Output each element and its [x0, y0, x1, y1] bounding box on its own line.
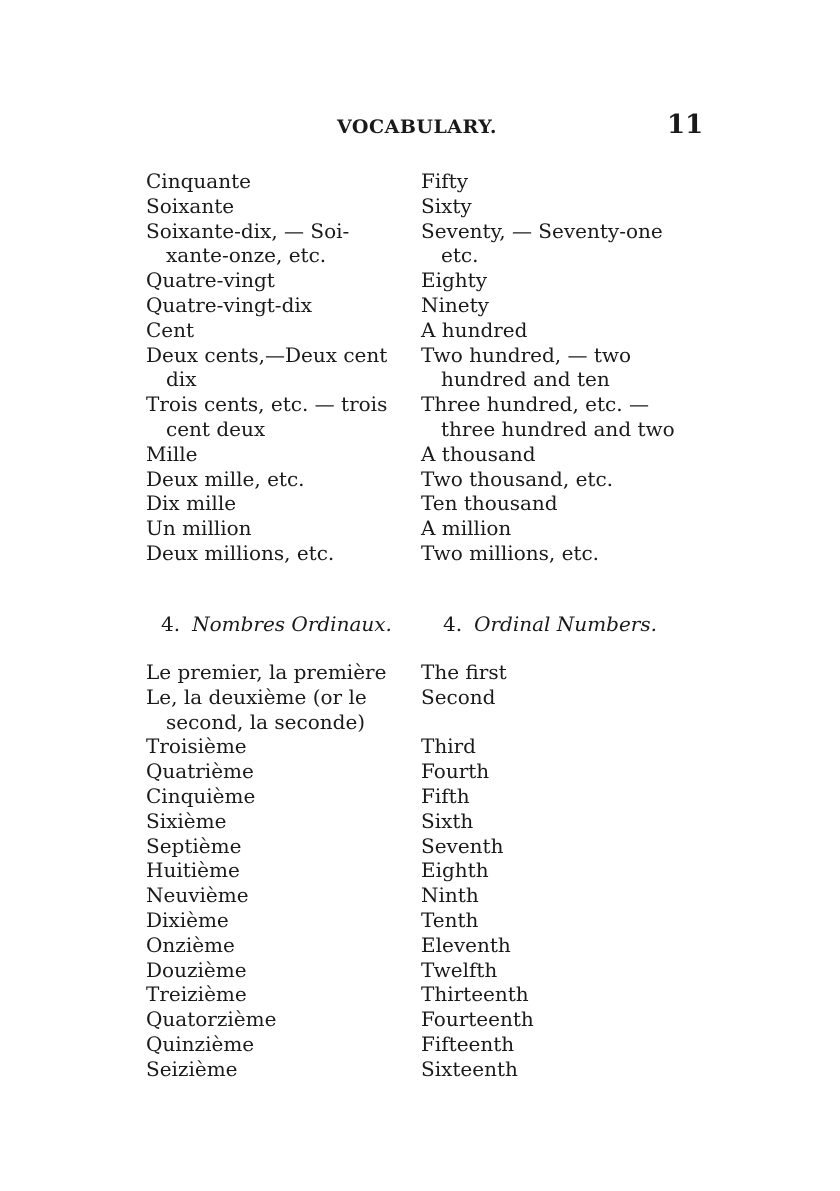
vocab-line: Eighty	[421, 268, 488, 293]
vocab-line: Two thousand, etc.	[421, 466, 614, 491]
vocab-line: Ninety	[421, 292, 489, 317]
vocab-line: A hundred	[421, 317, 528, 342]
vocab-line: Dixième	[146, 907, 229, 932]
vocab-line: Mille	[146, 441, 198, 466]
vocab-line: Le premier, la première	[146, 660, 387, 684]
vocab-line: Neuvième	[146, 883, 249, 908]
vocab-line: Quatorzième	[146, 1007, 277, 1032]
vocab-line: hundred and ten	[441, 367, 610, 392]
section-title-english: Ordinal Numbers.	[474, 612, 657, 636]
vocab-line: Dix mille	[146, 491, 237, 516]
section-heading-french	[161, 612, 392, 636]
vocab-line: A thousand	[421, 441, 536, 466]
vocab-line: Troisième	[146, 734, 247, 759]
vocab-line: A million	[421, 516, 512, 541]
vocab-line: Fourth	[421, 759, 490, 784]
vocab-line: Sixième	[146, 808, 227, 833]
vocab-line: Cinquième	[146, 783, 256, 808]
vocab-line: Quinzième	[146, 1031, 255, 1056]
ordinals-english-column	[421, 660, 711, 1082]
section-title-french: Nombres Ordinaux.	[192, 612, 392, 636]
vocab-line: etc.	[441, 243, 479, 268]
ordinals-french-column	[146, 660, 416, 1082]
vocab-line: Two hundred, — two	[421, 342, 632, 367]
vocab-line: Le, la deuxième (or le	[146, 684, 367, 709]
vocab-line: Deux cents,—Deux cent	[146, 342, 388, 367]
vocab-line: Seventy, — Seventy-one	[421, 218, 663, 243]
vocab-line: Eighth	[421, 858, 489, 883]
vocab-line: three hundred and two	[441, 416, 675, 441]
vocab-line: Thirteenth	[421, 982, 529, 1007]
cardinals-french-column	[146, 169, 416, 566]
vocab-line: Douzième	[146, 957, 247, 982]
vocab-line: Fourteenth	[421, 1007, 534, 1032]
vocab-line: Fifty	[421, 169, 469, 193]
page-number: 11	[667, 110, 704, 140]
vocab-line: Seizième	[146, 1056, 238, 1081]
vocab-line: Quatrième	[146, 759, 254, 784]
vocab-line: Deux mille, etc.	[146, 466, 305, 491]
vocab-line: The first	[421, 660, 507, 684]
vocab-line: Cinquante	[146, 169, 251, 193]
vocab-line: Tenth	[421, 907, 479, 932]
vocab-line: Eleventh	[421, 932, 511, 957]
vocab-line: Third	[421, 734, 476, 759]
vocab-line: Two millions, etc.	[421, 540, 600, 565]
vocab-line: Un million	[146, 516, 252, 541]
running-header-title: VOCABULARY.	[337, 116, 497, 138]
vocab-line: second, la seconde)	[166, 709, 366, 734]
vocab-line: Soixante-dix, — Soi-	[146, 218, 350, 243]
vocab-line: Three hundred, etc. —	[421, 392, 649, 417]
vocab-line: Quatre-vingt	[146, 268, 275, 293]
vocab-line: Fifth	[421, 783, 470, 808]
vocab-line: Cent	[146, 317, 195, 342]
vocab-line: Soixante	[146, 193, 235, 218]
vocab-line: Treizième	[146, 982, 247, 1007]
vocab-line: Twelfth	[421, 957, 498, 982]
vocab-line: Fifteenth	[421, 1031, 515, 1056]
vocab-line: Sixteenth	[421, 1056, 518, 1081]
vocab-line: cent deux	[166, 416, 266, 441]
vocab-line: Trois cents, etc. — trois	[146, 392, 388, 417]
vocab-line: Ninth	[421, 883, 479, 908]
cardinals-english-column	[421, 169, 711, 566]
vocab-line: Ten thousand	[421, 491, 558, 516]
section-number-english: 4.	[443, 612, 463, 636]
section-number-french: 4.	[161, 612, 181, 636]
vocab-line: xante-onze, etc.	[166, 243, 327, 268]
vocab-line: Seventh	[421, 833, 504, 858]
section-heading-english	[443, 612, 657, 636]
vocab-line: Onzième	[146, 932, 235, 957]
vocab-line: Quatre-vingt-dix	[146, 292, 313, 317]
vocab-line: dix	[166, 367, 197, 392]
vocab-line: Sixty	[421, 193, 472, 218]
vocab-line: Sixth	[421, 808, 474, 833]
vocab-line: Huitième	[146, 858, 240, 883]
vocab-line: Deux millions, etc.	[146, 540, 335, 565]
vocab-line: Second	[421, 684, 496, 709]
vocab-line: Septième	[146, 833, 242, 858]
vocab-line	[421, 710, 711, 735]
